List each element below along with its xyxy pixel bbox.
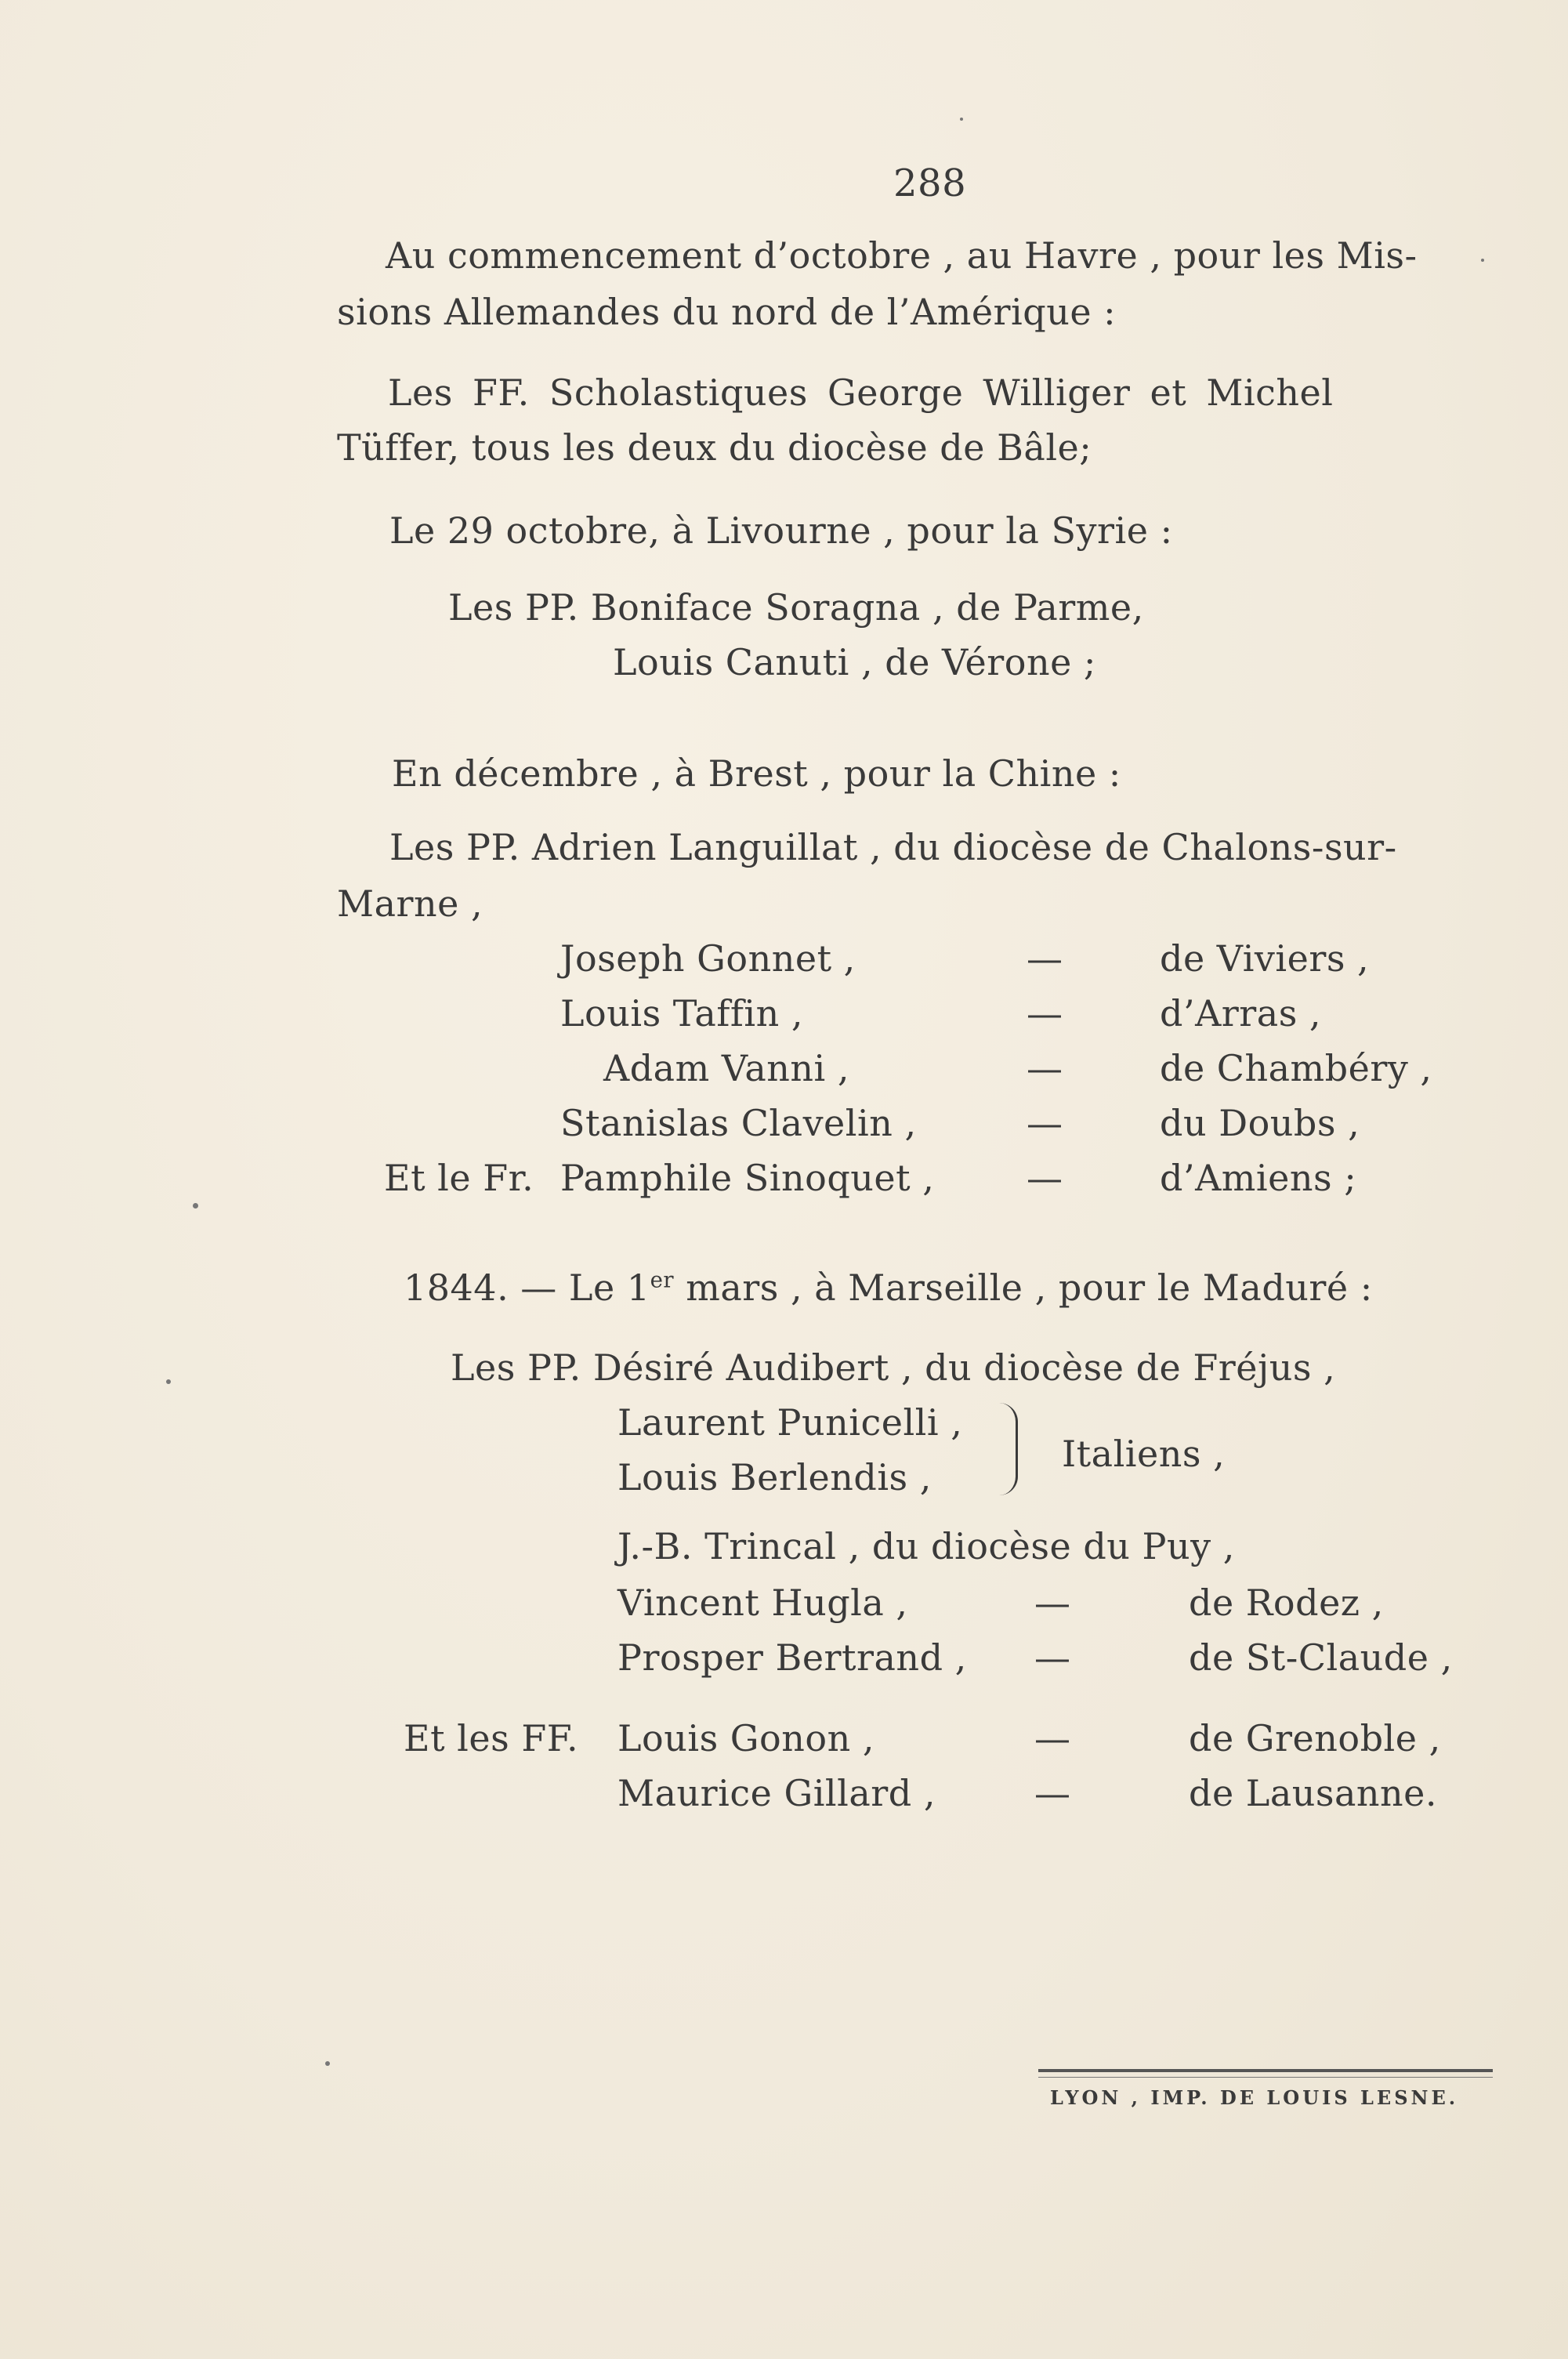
- curly-brace: [998, 1403, 1018, 1495]
- section4-heading: [404, 1266, 1373, 1309]
- list-place: de Lausanne.: [1189, 1772, 1438, 1814]
- page-number: 288: [893, 161, 967, 205]
- section2-heading: Le 29 octobre, à Livourne , pour la Syrie :: [389, 509, 1173, 552]
- list-dash: —: [1034, 1772, 1071, 1814]
- list-place: du Doubs ,: [1160, 1102, 1360, 1144]
- section1-para-b: Tüffer, tous les deux du diocèse de Bâle;: [337, 426, 1092, 469]
- printer-imprint: LYON , IMP. DE LOUIS LESNE.: [1050, 2086, 1459, 2109]
- list-dash: —: [1034, 1582, 1071, 1624]
- list-name: Maurice Gillard ,: [617, 1772, 936, 1814]
- list-place: de Rodez ,: [1189, 1582, 1384, 1624]
- section1-line2: sions Allemandes du nord de l’Amérique :: [337, 291, 1117, 333]
- list-place: de Viviers ,: [1160, 937, 1370, 980]
- paper-speck: [325, 2061, 330, 2066]
- section2-line1: Les PP. Boniface Soragna , de Parme,: [448, 586, 1144, 629]
- list-place: de St-Claude ,: [1189, 1636, 1453, 1679]
- list-name: Louis Taffin ,: [560, 992, 803, 1035]
- heading-year: 1844. — Le 1: [404, 1266, 650, 1309]
- list-place: de Grenoble ,: [1189, 1717, 1441, 1759]
- list-name: Adam Vanni ,: [603, 1047, 849, 1089]
- section4-line1: Les PP. Désiré Audibert , du diocèse de Fréjus ,: [451, 1346, 1336, 1389]
- list-name: Joseph Gonnet ,: [560, 937, 856, 980]
- footer-rule: [1038, 2069, 1493, 2072]
- list-prefix: Et le Fr.: [384, 1157, 534, 1199]
- list-dash: —: [1034, 1717, 1071, 1759]
- section3-line2: Marne ,: [337, 882, 483, 925]
- section2-line2: Louis Canuti , de Vérone ;: [613, 641, 1096, 683]
- list-place: d’Arras ,: [1160, 992, 1322, 1035]
- paper-speck: [166, 1379, 171, 1384]
- section4-line-trincal: J.-B. Trincal , du diocèse du Puy ,: [617, 1525, 1235, 1567]
- heading-superscript: er: [650, 1266, 675, 1293]
- paper-speck: [1481, 259, 1484, 262]
- list-dash: —: [1027, 1047, 1063, 1089]
- section3-line1: Les PP. Adrien Languillat , du diocèse de Chalons-sur-: [389, 826, 1397, 868]
- footer-rule-thin: [1038, 2077, 1493, 2078]
- list-name: Prosper Bertrand ,: [617, 1636, 967, 1679]
- list-dash: —: [1034, 1636, 1071, 1679]
- list-dash: —: [1027, 1157, 1063, 1199]
- brace-label: Italiens ,: [1062, 1433, 1226, 1475]
- list-name: Pamphile Sinoquet ,: [560, 1157, 935, 1199]
- paper-speck: [193, 1203, 198, 1208]
- list-name: Louis Gonon ,: [617, 1717, 875, 1759]
- section1-line1: Au commencement d’octobre , au Havre , pour les Mis-: [386, 234, 1418, 277]
- brace-name: Louis Berlendis ,: [617, 1456, 932, 1498]
- list-dash: —: [1027, 937, 1063, 980]
- list-name: Stanislas Clavelin ,: [560, 1102, 917, 1144]
- section3-heading: En décembre , à Brest , pour la Chine :: [392, 752, 1121, 795]
- paper-speck: [960, 118, 963, 121]
- list-place: d’Amiens ;: [1160, 1157, 1357, 1199]
- list-dash: —: [1027, 992, 1063, 1035]
- list-prefix: Et les FF.: [404, 1717, 579, 1759]
- section1-para-a: Les FF. Scholastiques George Williger et Michel: [388, 371, 1334, 414]
- list-place: de Chambéry ,: [1160, 1047, 1432, 1089]
- list-name: Vincent Hugla ,: [617, 1582, 908, 1624]
- brace-name: Laurent Punicelli ,: [617, 1401, 963, 1444]
- heading-rest: mars , à Marseille , pour le Maduré :: [674, 1266, 1373, 1309]
- list-dash: —: [1027, 1102, 1063, 1144]
